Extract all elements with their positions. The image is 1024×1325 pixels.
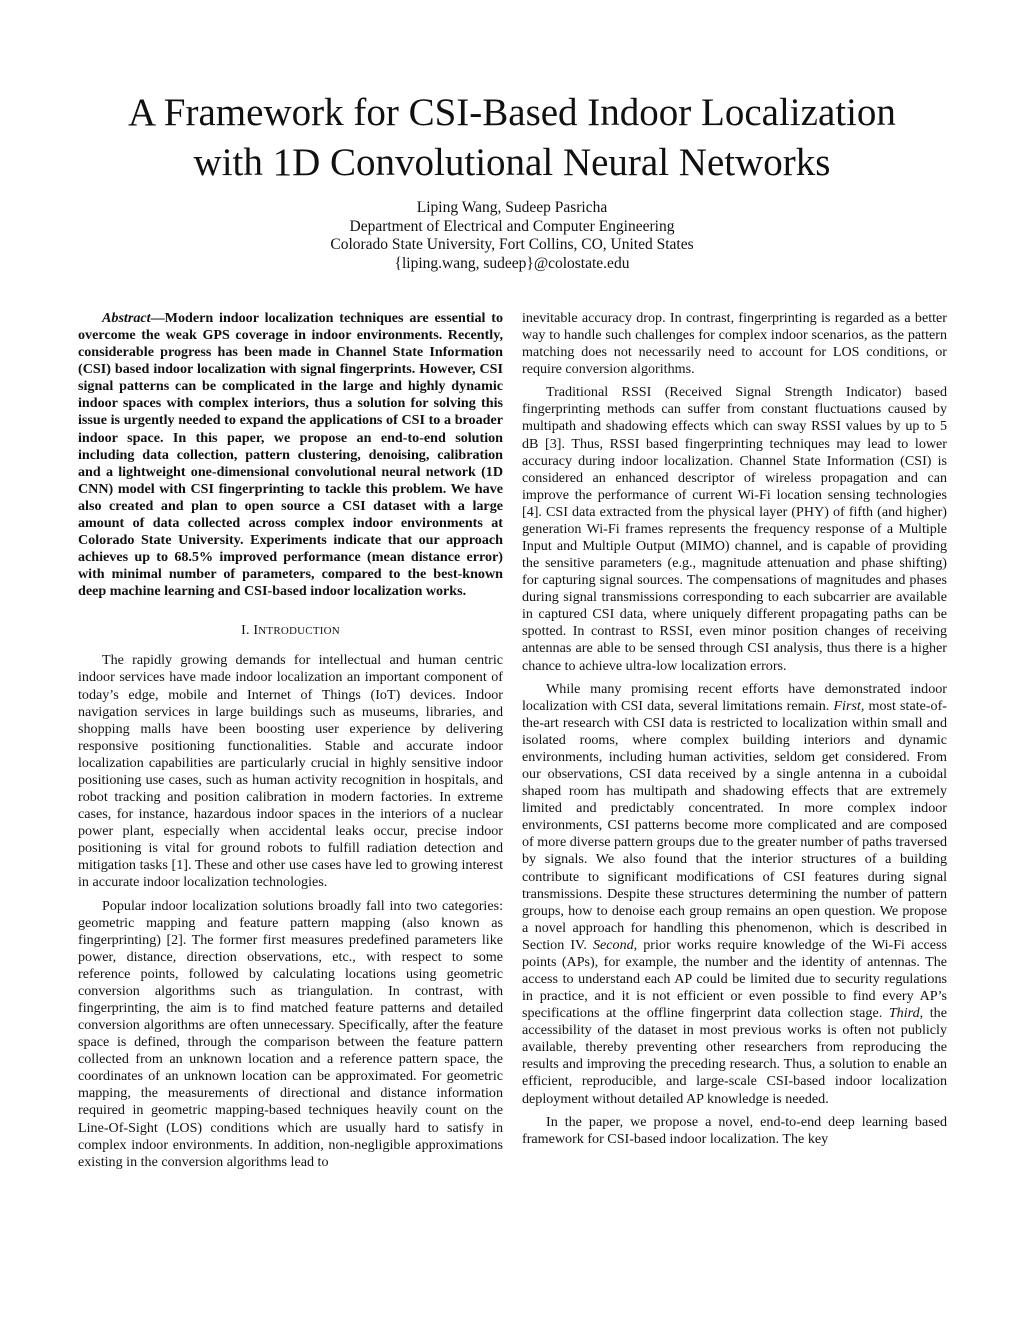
section-title-initial: I (253, 623, 259, 639)
author-university: Colorado State University, Fort Collins, CO, United States (330, 236, 694, 253)
abstract-dash: — (150, 310, 165, 326)
title-line-2: with 1D Convolutional Neural Networks (193, 141, 831, 184)
abstract (78, 310, 503, 600)
author-email: {liping.wang, sudeep}@colostate.edu (394, 254, 630, 272)
intro-paragraph-2: Popular indoor localization solutions broadly fall into two categories: geometric mapping and feature pattern mapping (also known as fingerprinting) [2]. The former first measures predefined parameters like power, distance, direction observations, etc., with respect to some reference points, followed by calculating locations using geometric conversion algorithms such as triangulation. In contrast, with fingerprinting, the aim is to find matched feature patterns and detailed conversion algorithms are often unnecessary. Specifically, after the feature space is defined, through the comparison between the feature pattern collected from an unknown location and a reference pattern space, the coordinates of an unknown location can be approximated. For geometric mapping, the measurements of directional and distance information required in geometric mapping-based techniques heavily count on the Line-Of-Sight (LOS) conditions which are usually hard to satisfy in complex indoor environments. In addition, non-negligible approximations existing in the conversion algorithms lead to (78, 897, 503, 1170)
author-block (112, 199, 912, 273)
title-line-1: A Framework for CSI-Based Indoor Localization (128, 91, 896, 134)
author-department: Department of Electrical and Computer Engineering (349, 217, 675, 235)
author-names: Liping Wang, Sudeep Pasricha (416, 199, 608, 216)
p4-second: Second (592, 936, 634, 953)
section-title-rest: NTRODUCTION (258, 625, 340, 638)
abstract-text: Modern indoor localization techniques are essential to overcome the weak GPS coverage in indoor environments. Recently, considerable progress has been made in Channel State Information (CSI) based indoor localization with signal fingerprints. However, CSI signal patterns can be complicated in the large and highly dynamic indoor spaces with complex interiors, thus a solution for solving this issue is urgently needed to expand the applications of CSI to a broader indoor space. In this paper, we propose an end-to-end solution including data collection, pattern clustering, denoising, calibration and a lightweight one-dimensional convolutional neural network (1D CNN) model with CSI fingerprinting to tackle this problem. We have also created and plan to open source a CSI dataset with a large amount of data collected across complex indoor environments at Colorado State University. Experiments indicate that our approach achieves up to 68.5% improved performance (mean distance error) with minimal number of parameters, compared to the best-known deep machine learning and CSI-based indoor localization works. (78, 310, 503, 600)
p4-part-a: While many promising recent efforts have demonstrated indoor localization with CSI data, several limitations remain. (522, 680, 947, 714)
p4-first: First (833, 697, 861, 714)
section-number: I. (241, 623, 250, 639)
paper-title (60, 88, 964, 188)
right-column (522, 310, 947, 1148)
intro-paragraph-4 (522, 681, 947, 1108)
intro-paragraph-3: Traditional RSSI (Received Signal Strength Indicator) based fingerprinting methods can suffer from constant fluctuations caused by multipath and shadowing effects which can sway RSSI values by up to 5 dB [3]. Thus, RSSI based fingerprinting techniques may lead to lower accuracy during indoor localization. Channel State Information (CSI) is considered an enhanced descriptor of wireless propagation and can improve the performance of current Wi-Fi location sensing technologies [4]. CSI data extracted from the physical layer (PHY) of fifth (and higher) generation Wi-Fi frames represents the frequency response of a Multiple Input and Multiple Output (MIMO) channel, and is capable of providing the sensitive parameters (e.g., magnitude attenuation and phase shifting) for capturing signal sources. The compensations of magnitudes and phases during signal transmissions corresponding to each subcarrier are available in captured CSI data, where uniquely different propagating paths can be spotted. In contrast to RSSI, even minor position changes of receiving antennas are able to be sensed through CSI analysis, thus there is a higher chance to achieve ultra-low localization errors. (522, 384, 947, 674)
p4-third: Third (888, 1005, 920, 1022)
intro-paragraph-2-continued: inevitable accuracy drop. In contrast, fingerprinting is regarded as a better way to handle such challenges for complex indoor scenarios, as the pattern matching does not necessarily need to account for LOS conditions, or require conversion algorithms. (522, 310, 947, 378)
abstract-lead: Abstract (102, 310, 151, 326)
intro-paragraph-5: In the paper, we propose a novel, end-to-end deep learning based framework for CSI-based indoor localization. The key (522, 1113, 947, 1147)
p4-part-c: , prior works require knowledge of the Wi-Fi access points (APs), for example, the number and the identity of antennas. The access to understand each AP could be limited due to security regulations in practice, and it is not efficient or even possible to find every AP’s specifications at the offline fingerprint data collection stage. (522, 936, 947, 1022)
p4-part-d: , the accessibility of the dataset in most previous works is often not publicly available, thereby preventing other researchers from reproducing the results and improving the preceding research. Thus, a solution to enable an efficient, reproducible, and large-scale CSI-based indoor localization deployment without detailed AP knowledge is needed. (522, 1005, 947, 1107)
intro-paragraph-1: The rapidly growing demands for intellectual and human centric indoor services have made indoor localization an important component of today’s edge, mobile and Internet of Things (IoT) devices. Indoor navigation services in large buildings such as museums, libraries, and shopping malls have been boosting user experience by delivering responsive positioning functionalities. Stable and accurate indoor localization capabilities are particularly crucial in highly sensitive indoor positioning use cases, such as human activity recognition in hospitals, and robot tracking and position calibration in modern factories. In extreme cases, for instance, hazardous indoor spaces in the interiors of a nuclear power plant, especially when accidental leaks occur, precise indoor positioning is vital for ground robots to fulfill radiation detection and mitigation tasks [1]. These and other use cases have led to growing interest in accurate indoor localization technologies. (78, 652, 503, 891)
p4-part-b: , most state-of-the-art research with CSI data is restricted to localization within small and isolated rooms, where complex building interiors and dynamic environments, including human activities, seldom get considered. From our observations, CSI data received by a single antenna in a cuboidal shaped room has multipath and shadowing effects that are extremely limited and predictably concentrated. In more complex indoor environments, CSI patterns become more complicated and are composed of more diverse pattern groups due to the greater number of paths traversed by signals. We also found that the interior structures of a building contribute to significant modifications of CSI features during signal transmissions. Despite these structures determining the number of pattern groups, how to denoise each group remains an open question. We propose a novel approach for handling this phenomenon, which is described in Section IV. (522, 697, 948, 953)
section-heading-introduction (78, 622, 503, 640)
left-column (78, 310, 503, 1171)
